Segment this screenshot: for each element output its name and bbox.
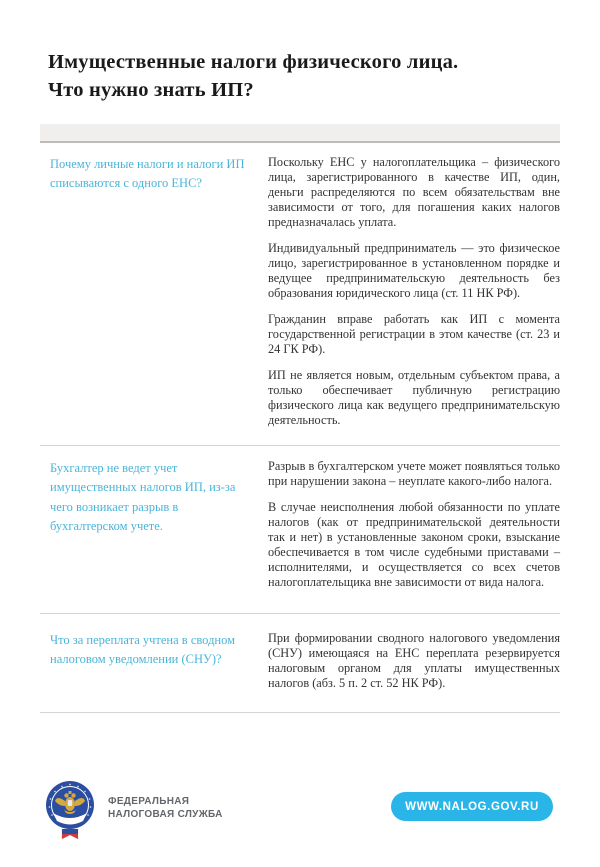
page-title <box>48 48 558 105</box>
answer-1-paragraph-4: ИП не является новым, отдельным субъектом права, а только обеспечивает публичную регистрацию физического лица как ведущего предпринимательскую деятельность. <box>268 368 560 427</box>
faq-section-3 <box>50 631 562 702</box>
answer-2 <box>268 459 560 601</box>
answer-1-paragraph-3: Гражданин вправе работать как ИП с момента государственной регистрации в этом качестве (ст. 23 и 24 ГК РФ). <box>268 312 560 356</box>
question-3: Что за переплата учтена в сводном налоговом уведомлении (СНУ)? <box>50 633 236 667</box>
answer-1-paragraph-2: Индивидуальный предприниматель — это физическое лицо, зарегистрированное в установленном порядке и ведущее предпринимательскую деятельность без образования юридического лица (ст. 11 НК РФ). <box>268 241 560 300</box>
answer-3-paragraph-1: При формировании сводного налогового уведомления (СНУ) имеющаяся на ЕНС переплата резервируется налоговым органом для уплаты имущественных налогов (абз. 5 п. 2 ст. 52 НК РФ). <box>268 631 560 690</box>
answer-1 <box>268 155 560 439</box>
page-title-line2: Что нужно знать ИП? <box>48 79 254 102</box>
section-divider-2 <box>40 613 560 614</box>
agency-name-line1: ФЕДЕРАЛЬНАЯ <box>108 796 190 807</box>
answer-1-paragraph-1: Поскольку ЕНС у налогоплательщика – физического лица, зарегистрированного в качестве ИП, один, деньги распределяются по всем обязательствам вне зависимости от того, для погашения каких налогов предназначалась уплата. <box>268 155 560 229</box>
question-2: Бухгалтер не ведет учет имущественных налогов ИП, из-за чего возникает разрыв в бухгалтерском учете. <box>50 461 236 534</box>
answer-2-paragraph-1: Разрыв в бухгалтерском учете может появляться только при нарушении закона – неуплате какого-либо налога. <box>268 459 560 488</box>
section-divider-1 <box>40 445 560 446</box>
question-1: Почему личные налоги и налоги ИП списываются с одного ЕНС? <box>50 157 245 191</box>
fns-emblem-icon <box>45 781 95 845</box>
page-title-line1: Имущественные налоги физического лица. <box>48 51 459 73</box>
agency-name-line2: НАЛОГОВАЯ СЛУЖБА <box>108 808 223 820</box>
faq-section-2 <box>50 459 562 601</box>
answer-3 <box>268 631 560 702</box>
section-divider-3 <box>40 712 560 713</box>
agency-name <box>108 796 223 821</box>
header-bar <box>40 124 560 143</box>
faq-section-1 <box>50 155 562 439</box>
website-button[interactable]: WWW.NALOG.GOV.RU <box>391 792 553 821</box>
answer-2-paragraph-2: В случае неисполнения любой обязанности по уплате налогов (как от предпринимательской деятельности так и нет) в установленные законом сроки, взыскание обеспечивается в том числе судебными приставами – исполнителями, и осуществляется со всех счетов налогоплательщика вне зависимости от вида налога. <box>268 500 560 589</box>
